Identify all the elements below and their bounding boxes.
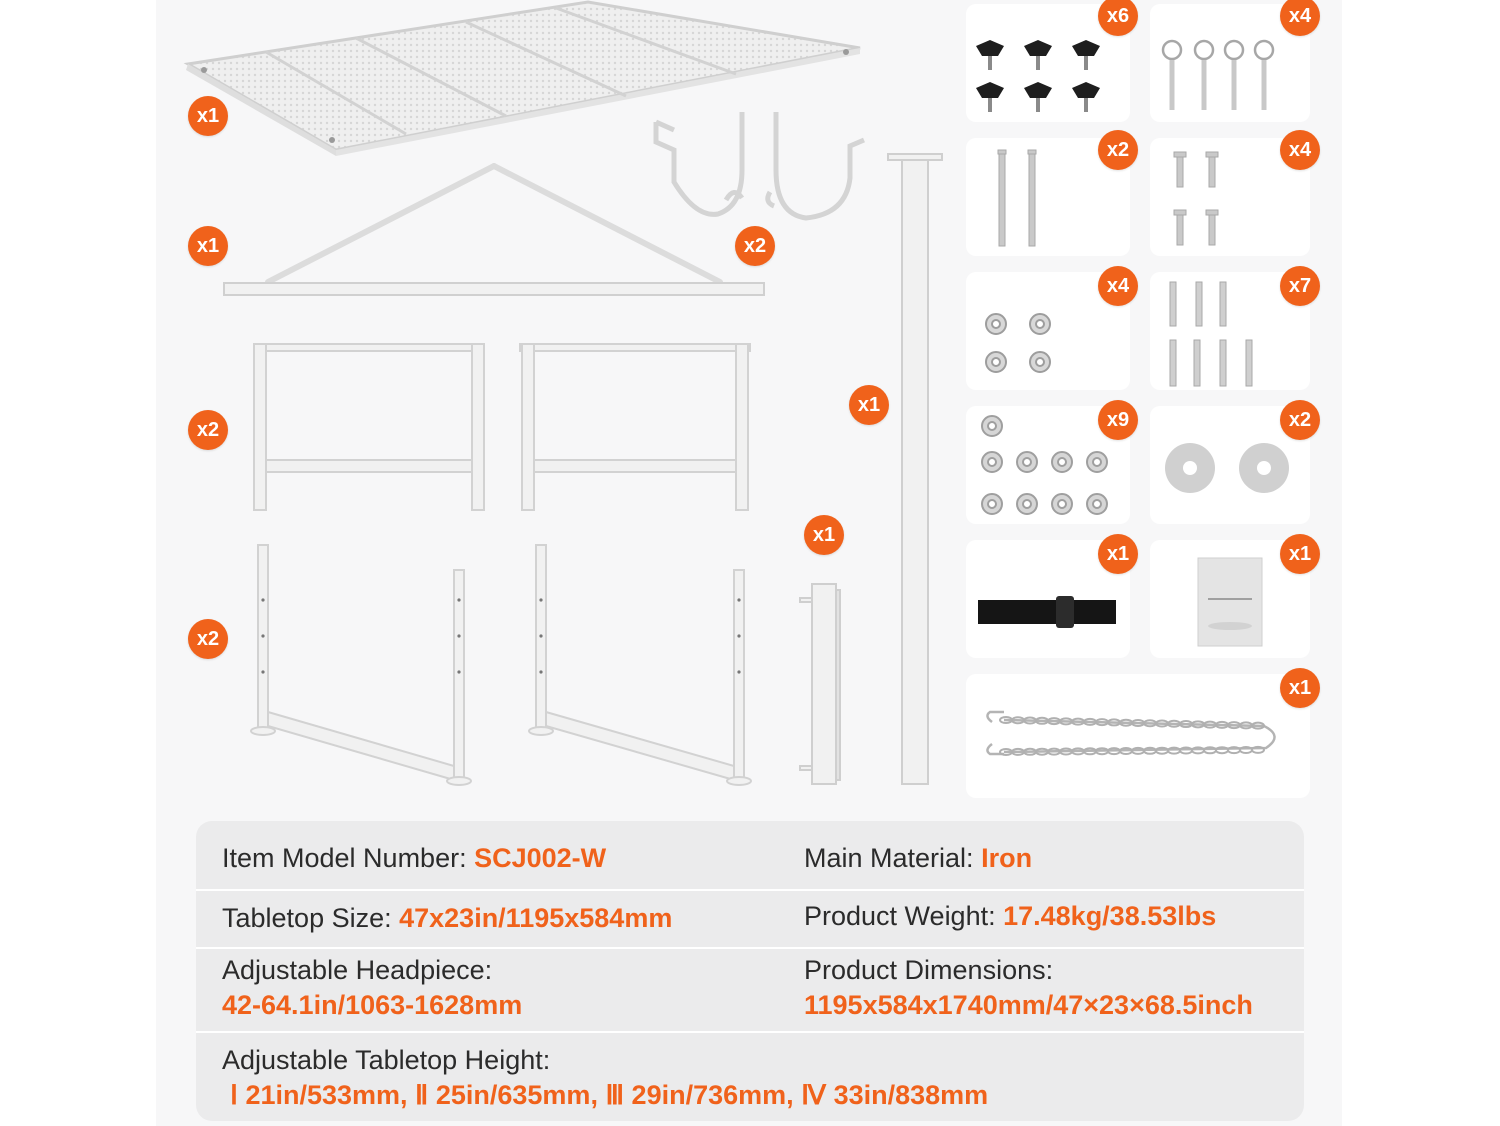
lower-leg-frame-parts bbox=[251, 545, 751, 785]
qty-badge-end-caps: x2 bbox=[1280, 400, 1320, 440]
spec-tabletop-size-label: Tabletop Size: bbox=[222, 903, 400, 933]
spec-divider bbox=[196, 947, 1304, 949]
qty-badge-lock-pins: x4 bbox=[1280, 0, 1320, 36]
qty-badge-knob-screws: x6 bbox=[1098, 0, 1138, 36]
spec-material-label: Main Material: bbox=[804, 843, 982, 873]
qty-badge-short-bolts: x4 bbox=[1280, 130, 1320, 170]
specifications-panel bbox=[196, 821, 1304, 1121]
qty-badge-strap: x1 bbox=[1098, 534, 1138, 574]
spec-weight-label: Product Weight: bbox=[804, 901, 1004, 931]
upper-leg-frame-parts bbox=[254, 344, 750, 510]
manual-part bbox=[1198, 558, 1262, 646]
spec-dimensions-label: Product Dimensions: bbox=[804, 955, 1054, 985]
spec-height-value: Ⅰ 21in/533mm, Ⅱ 25in/635mm, Ⅲ 29in/736mm, Ⅳ 33in/838mm bbox=[230, 1080, 989, 1110]
qty-badge-nuts: x4 bbox=[1098, 266, 1138, 306]
qty-badge-leg-connector: x1 bbox=[804, 515, 844, 555]
spec-tabletop-size bbox=[222, 903, 672, 934]
hardware-tiles bbox=[966, 4, 1310, 798]
spec-material-value: Iron bbox=[981, 843, 1033, 873]
qty-badge-lower-leg-frames: x2 bbox=[188, 619, 228, 659]
qty-badge-foot-hooks: x2 bbox=[735, 226, 775, 266]
headpiece-part bbox=[224, 166, 764, 295]
spec-weight-value: 17.48kg/38.53lbs bbox=[1003, 901, 1217, 931]
qty-badge-washers: x9 bbox=[1098, 400, 1138, 440]
qty-badge-tabletop: x1 bbox=[188, 96, 228, 136]
spec-divider bbox=[196, 1031, 1304, 1033]
spec-dimensions-value: 1195x584x1740mm/47×23×68.5inch bbox=[804, 990, 1253, 1020]
qty-badge-manual: x1 bbox=[1280, 534, 1320, 574]
qty-badge-long-bolts: x2 bbox=[1098, 130, 1138, 170]
qty-badge-upper-leg-frames: x2 bbox=[188, 410, 228, 450]
spec-material bbox=[804, 843, 1032, 874]
spec-height-label: Adjustable Tabletop Height: bbox=[222, 1045, 551, 1075]
foot-hook-parts bbox=[656, 112, 864, 218]
spec-model bbox=[222, 843, 606, 874]
qty-badge-headpiece: x1 bbox=[188, 226, 228, 266]
spec-headpiece-label: Adjustable Headpiece: bbox=[222, 955, 493, 985]
tabletop-part bbox=[186, 2, 860, 156]
spec-model-value: SCJ002-W bbox=[474, 843, 607, 873]
qty-badge-center-post: x1 bbox=[849, 385, 889, 425]
leg-connector-part bbox=[800, 584, 840, 784]
strap-part bbox=[978, 596, 1116, 628]
spec-model-label: Item Model Number: bbox=[222, 843, 475, 873]
spec-headpiece-value: 42-64.1in/1063-1628mm bbox=[222, 990, 523, 1020]
qty-badge-chain: x1 bbox=[1280, 668, 1320, 708]
parts-illustration bbox=[156, 0, 1342, 815]
qty-badge-screws: x7 bbox=[1280, 266, 1320, 306]
spec-tabletop-size-value: 47x23in/1195x584mm bbox=[399, 903, 673, 933]
center-post-part bbox=[888, 154, 942, 784]
spec-weight bbox=[804, 901, 1216, 932]
spec-divider bbox=[196, 889, 1304, 891]
